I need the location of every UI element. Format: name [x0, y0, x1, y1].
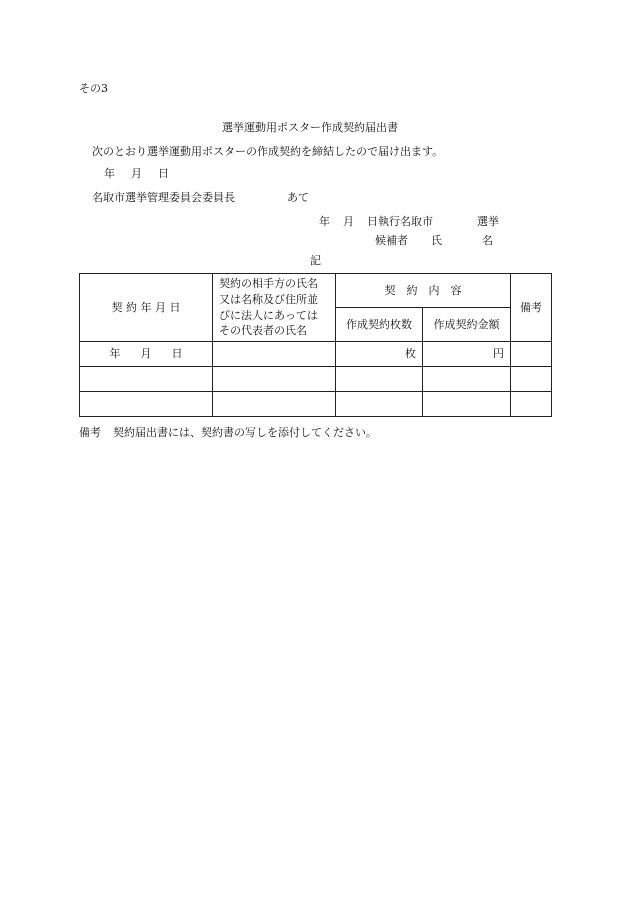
table-row — [80, 392, 552, 417]
intro-text: 次のとおり選挙運動用ポスターの作成契約を締結したので届け出ます。 — [92, 145, 444, 158]
header-poster-count: 作成契約枚数 — [336, 308, 423, 342]
day-label: 日 — [158, 167, 169, 180]
candidate-surname-label: 氏 — [431, 234, 442, 247]
row1-remarks — [511, 342, 552, 367]
contract-table — [79, 273, 552, 417]
table-row — [80, 342, 552, 367]
header-remarks: 備考 — [511, 274, 552, 342]
section-number: その3 — [79, 82, 108, 95]
ki-mark: 記 — [310, 254, 321, 267]
header-contract-amount: 作成契約金額 — [423, 308, 511, 342]
election-label: 選挙 — [477, 215, 499, 228]
row1-counterparty — [213, 342, 336, 367]
footnote — [79, 427, 377, 438]
row1-count: 枚 — [336, 342, 423, 367]
footnote-text: 契約届出書には、契約書の写しを添付してください。 — [113, 426, 377, 439]
submission-date — [104, 168, 169, 179]
month-label: 月 — [131, 167, 142, 180]
row1-amount: 円 — [423, 342, 511, 367]
election-month-label: 月 — [343, 215, 354, 228]
table-row — [80, 367, 552, 392]
header-contract-date: 契 約 年 月 日 — [80, 274, 213, 342]
candidate-line — [375, 235, 493, 246]
candidate-name-label: 名 — [482, 234, 493, 247]
header-contract-content: 契 約 内 容 — [336, 274, 511, 308]
addressee-suffix: あて — [287, 191, 309, 204]
footnote-label: 備考 — [79, 426, 101, 439]
header-counterparty: 契約の相手方の氏名 又は名称及び住所並 びに法人にあっては その代表者の氏名 — [213, 274, 336, 342]
election-day-exec: 日執行名取市 — [367, 215, 433, 228]
election-line — [319, 216, 499, 227]
election-year-label: 年 — [319, 215, 330, 228]
document-title: 選挙運動用ポスター作成契約届出書 — [222, 121, 398, 134]
year-label: 年 — [104, 167, 115, 180]
addressee — [92, 192, 309, 203]
row1-date: 年 月 日 — [80, 342, 213, 367]
candidate-label: 候補者 — [375, 234, 408, 247]
addressee-name: 名取市選挙管理委員会委員長 — [92, 191, 235, 204]
